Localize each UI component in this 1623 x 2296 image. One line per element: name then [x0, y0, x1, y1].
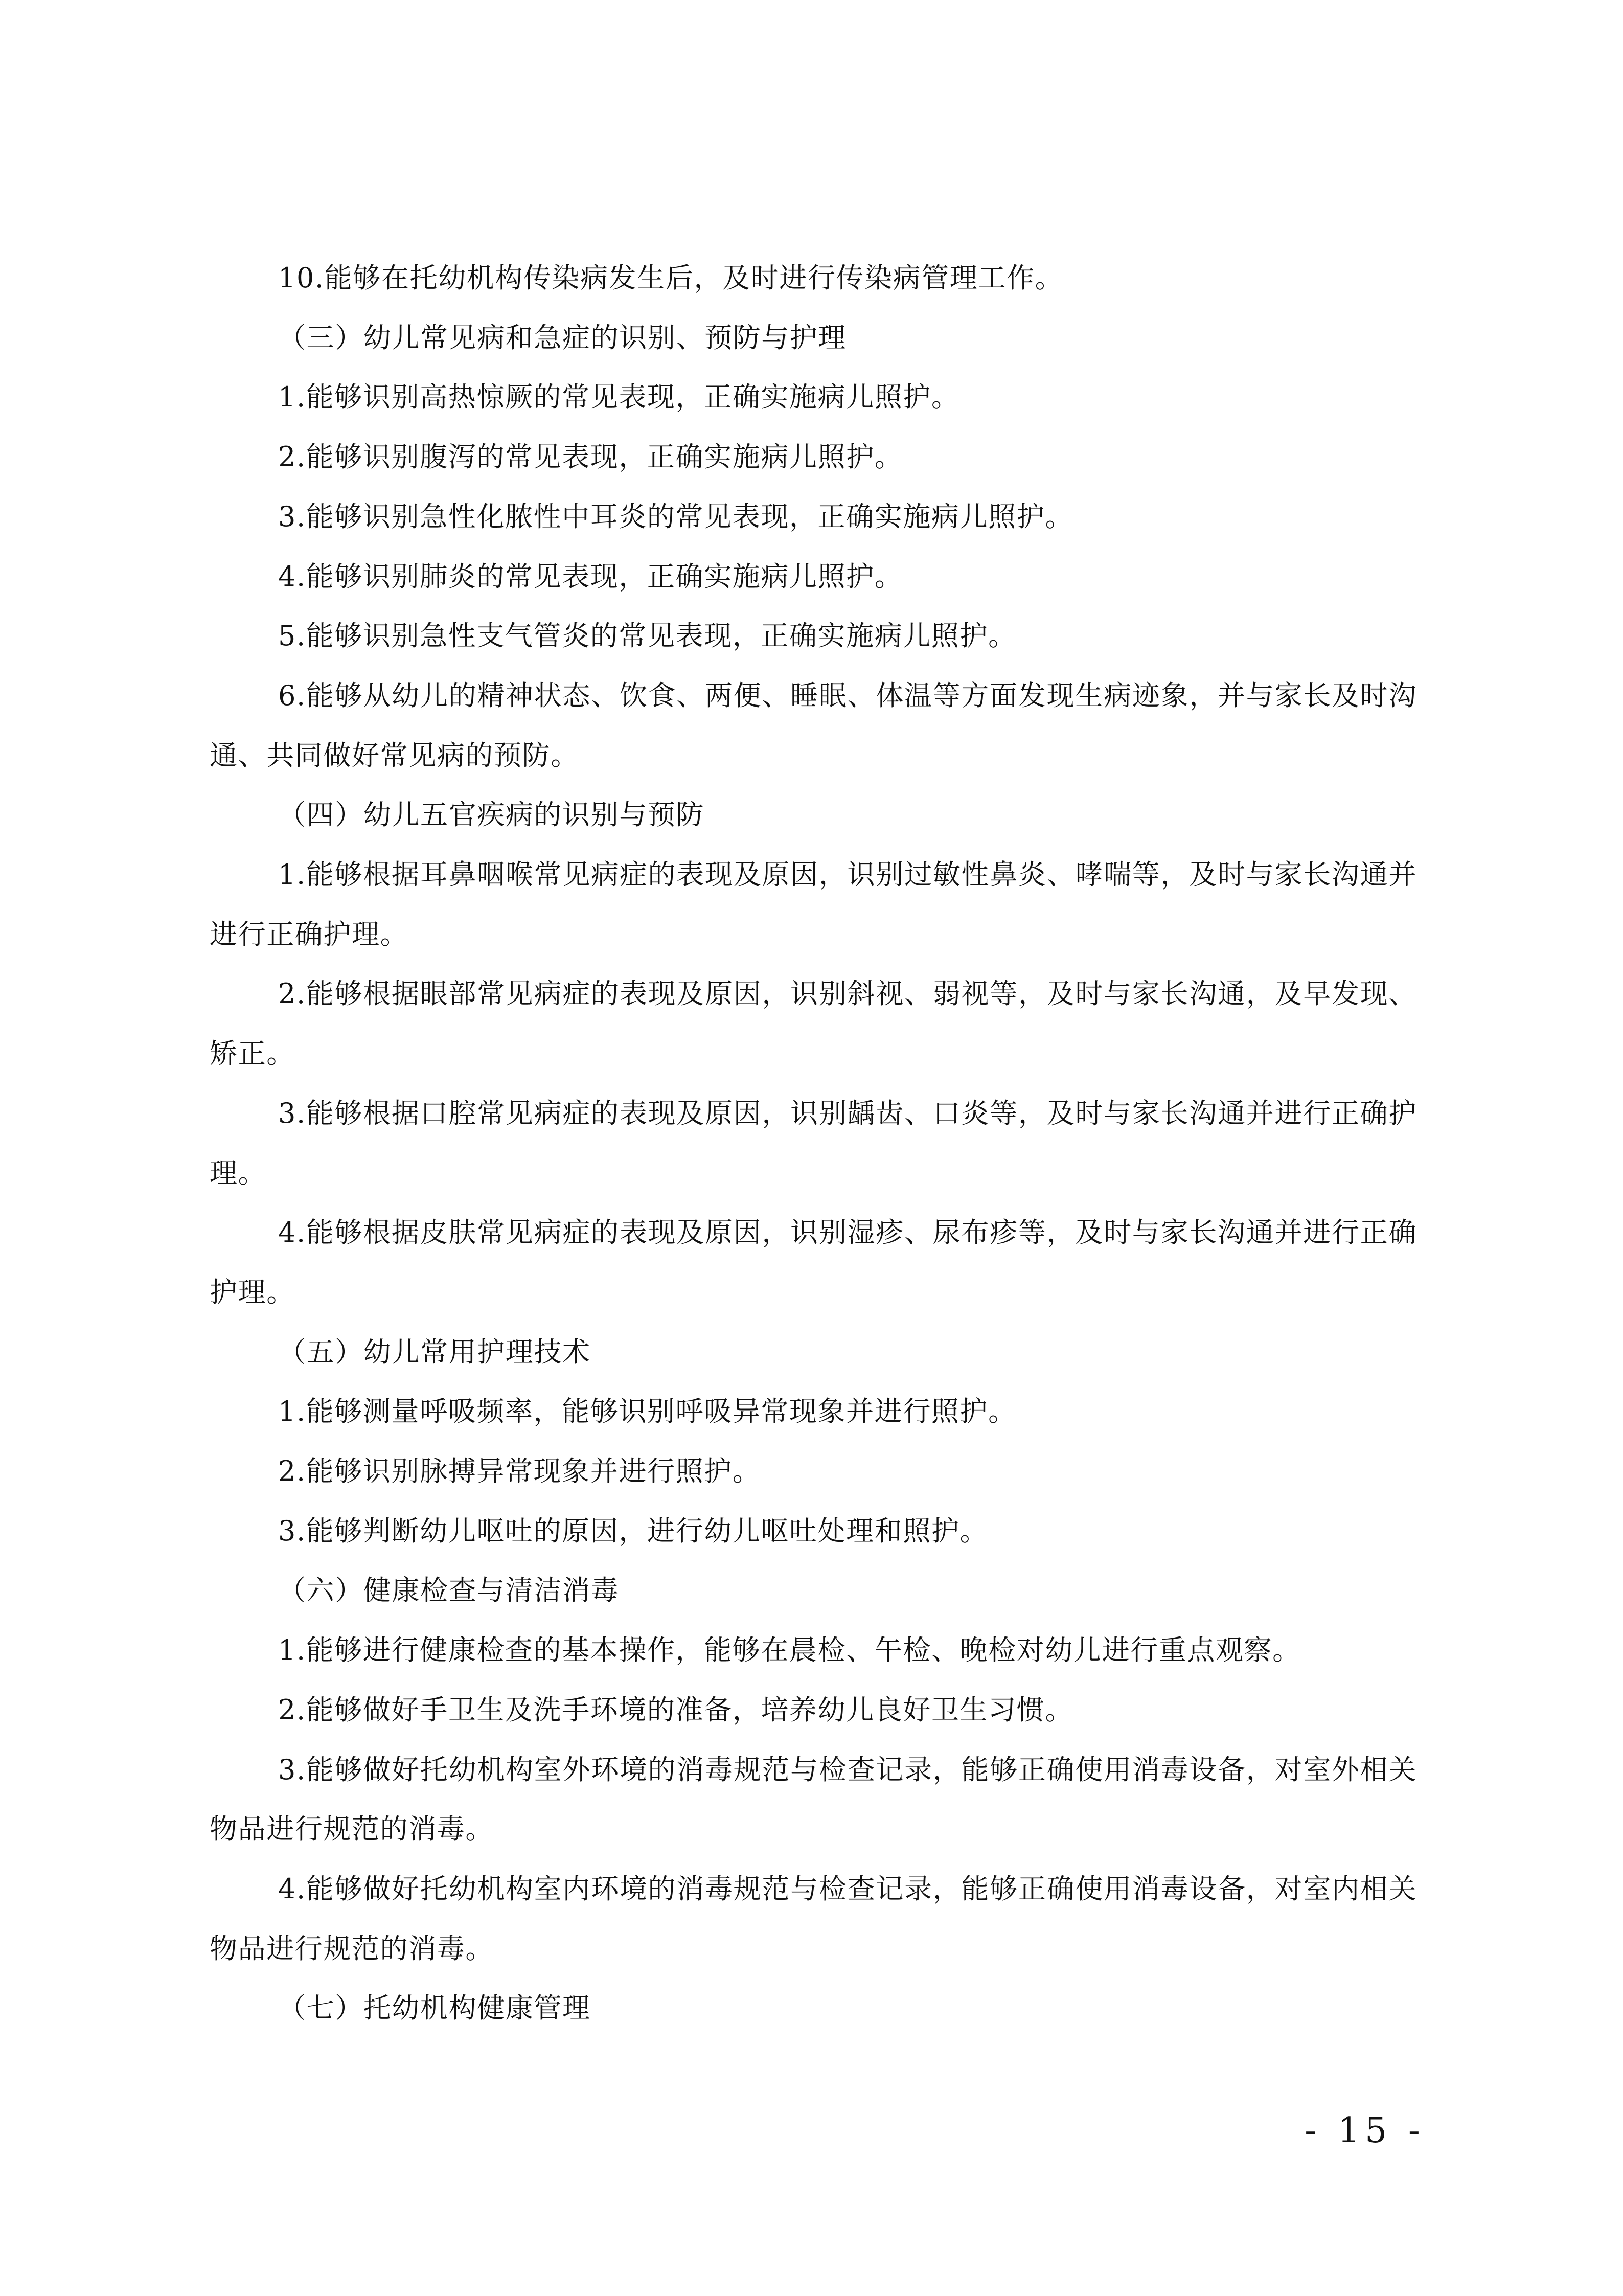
list-item: 3.能够判断幼儿呕吐的原因，进行幼儿呕吐处理和照护。 — [278, 1514, 989, 1547]
list-item: 3.能够做好托幼机构室外环境的消毒规范与检查记录，能够正确使用消毒设备，对室外相关物品进行规范的消毒。 — [210, 1753, 1417, 1846]
list-item: 4.能够识别肺炎的常见表现，正确实施病儿照护。 — [278, 560, 903, 593]
list-item: 1.能够识别高热惊厥的常见表现，正确实施病儿照护。 — [278, 381, 960, 414]
list-item: 3.能够根据口腔常见病症的表现及原因，识别龋齿、口炎等，及时与家长沟通并进行正确护理。 — [210, 1097, 1417, 1189]
document-body — [210, 248, 1417, 2038]
list-item: 5.能够识别急性支气管炎的常见表现，正确实施病儿照护。 — [278, 620, 1017, 652]
list-item: 1.能够进行健康检查的基本操作，能够在晨检、午检、晚检对幼儿进行重点观察。 — [278, 1634, 1301, 1667]
list-item: 3.能够识别急性化脓性中耳炎的常见表现，正确实施病儿照护。 — [278, 500, 1073, 533]
list-item: 2.能够根据眼部常见病症的表现及原因，识别斜视、弱视等，及时与家长沟通，及早发现、矫正。 — [210, 977, 1417, 1070]
list-item: 1.能够根据耳鼻咽喉常见病症的表现及原因，识别过敏性鼻炎、哮喘等，及时与家长沟通并进行正确护理。 — [210, 858, 1417, 950]
list-item: 4.能够根据皮肤常见病症的表现及原因，识别湿疹、尿布疹等，及时与家长沟通并进行正确护理。 — [210, 1216, 1417, 1308]
section-heading: （五）幼儿常用护理技术 — [278, 1335, 591, 1368]
section-heading: （三）幼儿常见病和急症的识别、预防与护理 — [278, 321, 847, 354]
list-item: 6.能够从幼儿的精神状态、饮食、两便、睡眠、体温等方面发现生病迹象，并与家长及时沟通、共同做好常见病的预防。 — [210, 679, 1417, 771]
list-item: 2.能够识别脉搏异常现象并进行照护。 — [278, 1455, 761, 1488]
section-heading: （四）幼儿五官疾病的识别与预防 — [278, 799, 704, 831]
list-item: 10.能够在托幼机构传染病发生后，及时进行传染病管理工作。 — [278, 262, 1064, 294]
section-heading: （六）健康检查与清洁消毒 — [278, 1574, 620, 1607]
list-item: 2.能够做好手卫生及洗手环境的准备，培养幼儿良好卫生习惯。 — [278, 1693, 1073, 1726]
list-item: 1.能够测量呼吸频率，能够识别呼吸异常现象并进行照护。 — [278, 1395, 1017, 1428]
page-number: - 15 - — [1305, 2110, 1425, 2151]
list-item: 2.能够识别腹泻的常见表现，正确实施病儿照护。 — [278, 441, 903, 473]
section-heading: （七）托幼机构健康管理 — [278, 1992, 591, 2025]
list-item: 4.能够做好托幼机构室内环境的消毒规范与检查记录，能够正确使用消毒设备，对室内相关物品进行规范的消毒。 — [210, 1872, 1417, 1965]
